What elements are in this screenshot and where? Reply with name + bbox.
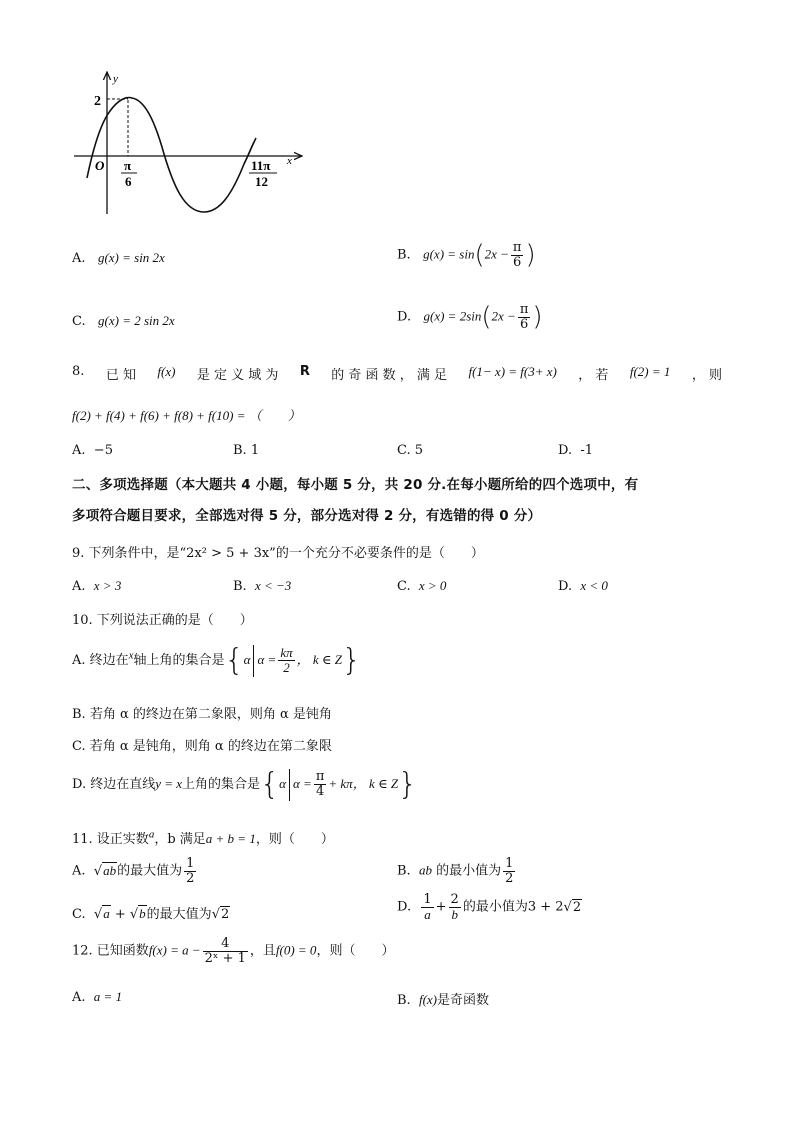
- peak-label: 2: [94, 94, 101, 109]
- q12-stem: 12. 已知函数f(x) = a − $\frac{4}{\text{2ˣ + 1}}$ ，且f(0) = 0，则（ ）: [72, 936, 395, 966]
- sine-graph: [70, 66, 310, 222]
- q8-stem-line2: f(2) + f(4) + f(6) + f(8) + f(10) = （ ）: [72, 408, 301, 423]
- section2-heading-line2: 多项符合题目要求，全部选对得 5 分，部分选对得 2 分，有选错的得 0 分）: [72, 508, 542, 524]
- q7-option-b[interactable]: B. g(x) = sin(2x − $\frac{\pi}{6}$ ): [397, 239, 536, 270]
- sine-curve: [87, 98, 256, 212]
- q10-stem: 10. 下列说法正确的是（ ）: [72, 613, 253, 628]
- q10-option-d[interactable]: D. 终边在直线y = x上角的集合是{α α = $\frac{\pi}{4}$ + kπ， k ∈ Z}: [72, 767, 418, 802]
- q8-option-a[interactable]: A. −5: [72, 443, 113, 458]
- q11-option-b[interactable]: B. ab 的最小值为 $\frac{1}{2}$: [397, 856, 514, 886]
- q10-option-b[interactable]: B. 若角 α 的终边在第二象限，则角 α 是钝角: [72, 707, 332, 722]
- q8-option-d[interactable]: D. -1: [558, 443, 594, 458]
- q7-option-c[interactable]: C. g(x) = 2 sin 2x: [72, 313, 175, 329]
- q10-option-a[interactable]: A. 终边在$^x$轴上角的集合是{α α = $\frac{k\pi}{2}$ ， k ∈ Z}: [72, 643, 362, 678]
- q7-option-d[interactable]: D. g(x) = 2sin(2x − $\frac{\pi}{6}$ ): [397, 301, 543, 332]
- section2-heading-line1: 二、多项选择题（本大题共 4 小题，每小题 5 分，共 20 分.在每小题所给的四个选项中，有: [72, 477, 639, 493]
- q8-option-c[interactable]: C. 5: [397, 443, 424, 458]
- q7-c-expr: g(x) = 2 sin 2x: [98, 313, 175, 328]
- tick2-num: 11π: [251, 158, 271, 173]
- y-axis-label: y: [113, 73, 118, 85]
- q11-stem: 11. 设正实数$^a$，b 满足a + b = 1，则（ ）: [72, 828, 334, 847]
- q7-d-expr-in: 2x −: [491, 308, 516, 324]
- tick1-num: π: [124, 158, 132, 173]
- tick2-den: 12: [255, 174, 268, 189]
- q7-b-expr-pre: g(x) = sin: [423, 246, 475, 262]
- tick1-den: 6: [125, 174, 132, 189]
- q7-option-a[interactable]: A. g(x) = sin 2x: [72, 250, 165, 266]
- q7-b-expr-in: 2x −: [484, 246, 509, 262]
- q9-option-d[interactable]: D. x < 0: [558, 578, 608, 594]
- q9-option-b[interactable]: B. x < −3: [233, 578, 292, 594]
- q9-option-a[interactable]: A. x > 3: [72, 578, 122, 594]
- q9-stem: 9. 下列条件中，是“2x² > 5 + 3x”的一个充分不必要条件的是（ ）: [72, 546, 484, 561]
- q8-option-b[interactable]: B. 1: [233, 443, 260, 458]
- x-axis-label: x: [287, 155, 292, 167]
- q12-option-a[interactable]: A. a = 1: [72, 989, 123, 1005]
- q11-option-d[interactable]: D. $\frac{1}{a}$ + $\frac{2}{b}$ 的最小值为3 + 2√2: [397, 892, 582, 922]
- q11-option-c[interactable]: C. √a + √b的最大值为√2: [72, 906, 230, 922]
- q12-option-b[interactable]: B. f(x)是奇函数: [397, 992, 490, 1008]
- q10-option-c[interactable]: C. 若角 α 是钝角，则角 α 的终边在第二象限: [72, 739, 332, 754]
- q7-d-expr-pre: g(x) = 2sin: [423, 308, 482, 324]
- origin-label: O: [95, 158, 105, 173]
- q8-stem-line1: 8. 已 知 f(x) 是 定 义 域 为 R 的 奇 函 数 ， 满 足 f(1− x) = f(3+ x) ， 若 f(2) = 1 ， 则: [72, 364, 722, 383]
- q9-option-c[interactable]: C. x > 0: [397, 578, 447, 594]
- q11-option-a[interactable]: A. √ab的最大值为 $\frac{1}{2}$: [72, 856, 195, 886]
- q7-a-expr: g(x) = sin 2x: [97, 250, 165, 265]
